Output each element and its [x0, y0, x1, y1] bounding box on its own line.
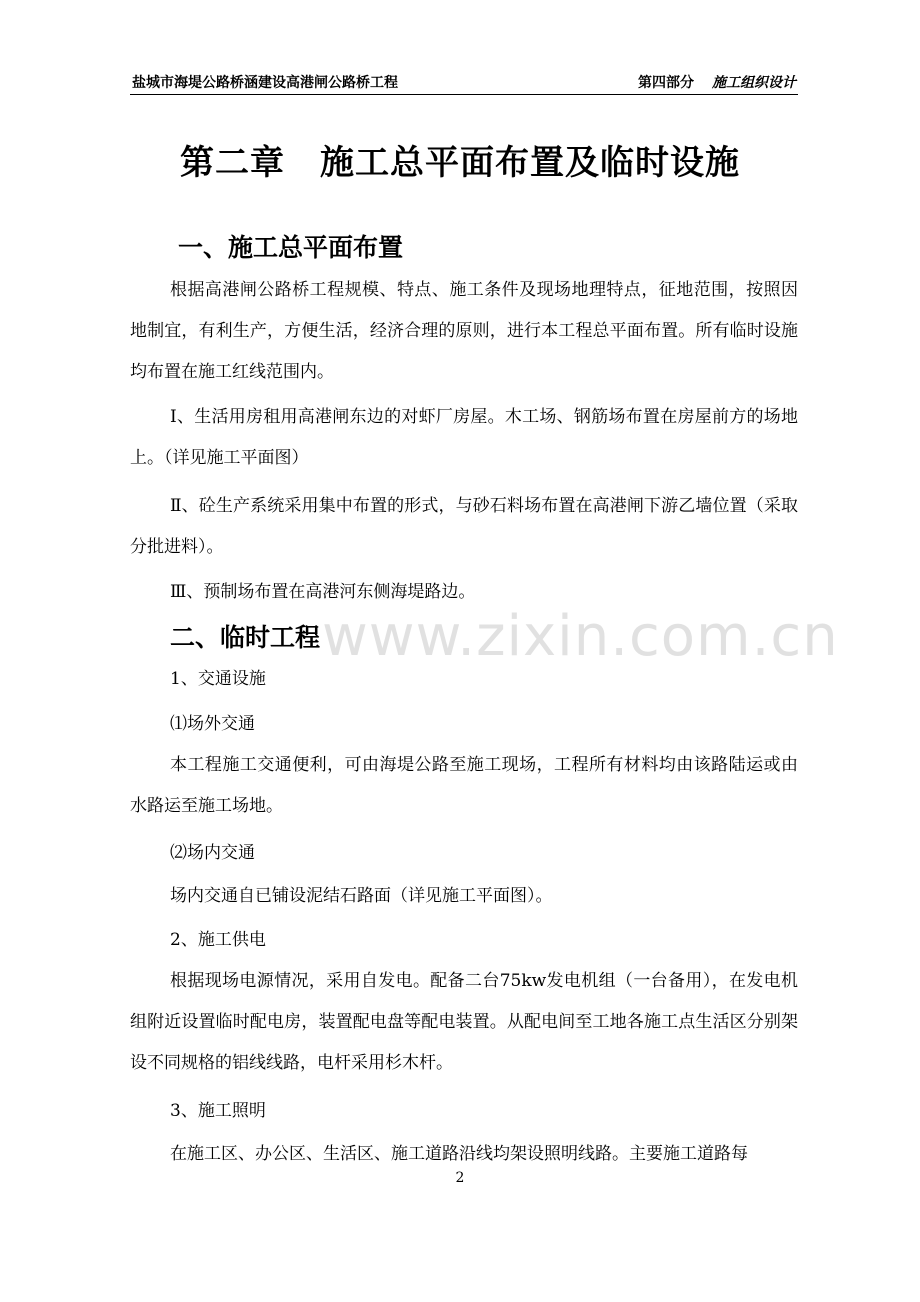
header-section-label: 施工组织设计	[712, 75, 796, 91]
paragraph-intro: 根据高港闸公路桥工程规模、特点、施工条件及现场地理特点，征地范围，按照因地制宜，有利生产，方便生活，经济合理的原则，进行本工程总平面布置。所有临时设施均布置在施工红线范围内。	[130, 280, 798, 382]
chapter-title: 第二章 施工总平面布置及临时设施	[180, 143, 740, 183]
subheading-external-traffic: ⑴场外交通	[170, 714, 255, 734]
paragraph-lighting: 在施工区、办公区、生活区、施工道路沿线均架设照明线路。主要施工道路每	[170, 1144, 748, 1164]
subheading-lighting: 3、施工照明	[170, 1101, 266, 1121]
paragraph-item-2: Ⅱ、砼生产系统采用集中布置的形式，与砂石料场布置在高港闸下游乙墙位置（采取分批进料）。	[130, 496, 798, 557]
paragraph-external-traffic: 本工程施工交通便利，可由海堤公路至施工现场，工程所有材料均由该路陆运或由水路运至施工场地。	[130, 755, 798, 816]
header-right	[638, 72, 796, 92]
section-heading-layout: 一、施工总平面布置	[178, 233, 404, 262]
watermark-text: www.zixin.com.cn	[322, 604, 839, 669]
page-number: 2	[455, 1170, 465, 1186]
subheading-internal-traffic: ⑵场内交通	[170, 843, 255, 863]
paragraph-internal-traffic: 场内交通自已铺设泥结石路面（详见施工平面图）。	[170, 886, 553, 906]
subheading-power-supply: 2、施工供电	[170, 930, 266, 950]
header-project-title: 盐城市海堤公路桥涵建设高港闸公路桥工程	[132, 75, 398, 91]
running-header	[130, 70, 798, 95]
paragraph-item-3: Ⅲ、预制场布置在高港河东侧海堤路边。	[170, 582, 476, 602]
subheading-traffic: 1、交通设施	[170, 669, 266, 689]
paragraph-power-supply: 根据现场电源情况，采用自发电。配备二台75kw发电机组（一台备用），在发电机组附近设置临时配电房，装置配电盘等配电装置。从配电间至工地各施工点生活区分别架设不同规格的铝线线路，电杆采用杉木杆。	[130, 971, 798, 1073]
paragraph-item-1: Ⅰ、生活用房租用高港闸东边的对虾厂房屋。木工场、钢筋场布置在房屋前方的场地上。（详见施工平面图）	[130, 407, 798, 468]
section-heading-temporary-works: 二、临时工程	[170, 623, 321, 652]
header-part-label: 第四部分	[638, 75, 694, 91]
